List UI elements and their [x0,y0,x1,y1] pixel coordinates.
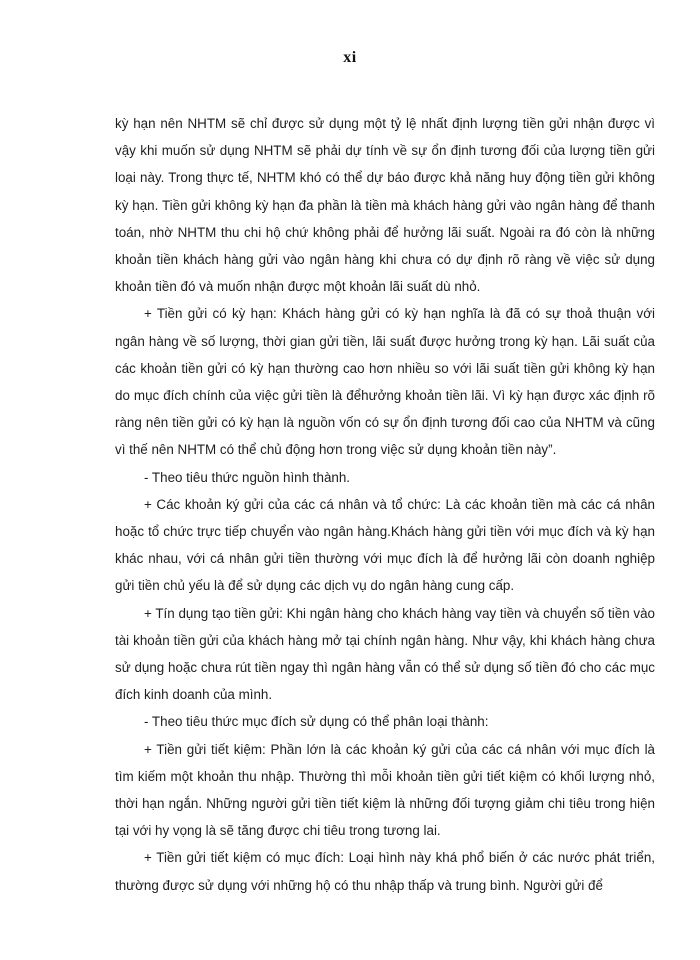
paragraph-purpose-savings: + Tiền gửi tiết kiệm có mục đích: Loại hình này khá phổ biến ở các nước phát triển, thường được sử dụng với những hộ có thu nhập thấp và trung bình. Người gửi để [115,850,655,893]
paragraph-individual-org-deposits: + Các khoản ký gửi của các cá nhân và tổ chức: Là các khoản tiền mà các cá nhân hoặc tổ chức trực tiếp chuyển vào ngân hàng.Khách hàng gửi tiền với mục đích và kỳ hạn khác nhau, với cá nhân gửi tiền thường với mục đích là để hưởng lãi còn doanh nghiệp gửi tiền chủ yếu là để sử dụng các dịch vụ do ngân hàng cung cấp. [115,496,655,594]
page-number: xi [343,49,357,66]
paragraph-credit-created-deposits: + Tín dụng tạo tiền gửi: Khi ngân hàng cho khách hàng vay tiền và chuyển số tiền vào tài khoản tiền gửi của khách hàng mở tại chính ngân hàng. Như vậy, khi khách hàng chưa sử dụng hoặc chưa rút tiền ngay thì ngân hàng vẫn có thể sử dụng số tiền đó cho các mục đích kinh doanh của mình. [115,605,655,703]
paragraph-savings-deposits: + Tiền gửi tiết kiệm: Phần lớn là các khoản ký gửi của các cá nhân với mục đích là tìm kiếm một khoản thu nhập. Thường thì mỗi khoản tiền gửi tiết kiệm có khối lượng nhỏ, thời hạn ngắn. Những người gửi tiền tiết kiệm là những đối tượng giảm chi tiêu trong hiện tại với hy vọng là sẽ tăng được chi tiêu trong tương lai. [115,741,655,839]
paragraph-demand-deposits-cont: kỳ hạn nên NHTM sẽ chỉ được sử dụng một tỷ lệ nhất định lượng tiền gửi nhận được vì vậy khi muốn sử dụng NHTM sẽ phải dự tính về sự ổn định tương đối của lượng tiền gửi loại này. Trong thực tế, NHTM khó có thể dự báo được khả năng huy động tiền gửi không kỳ hạn. Tiền gửi không kỳ hạn đa phần là tiền mà khách hàng gửi vào ngân hàng để thanh toán, nhờ NHTM thu chi hộ chứ không phải để hưởng lãi suất. Ngoài ra đó còn là những khoản tiền khách hàng gửi vào ngân hàng khi chưa có dự định rõ ràng về việc sử dụng khoản tiền đó và muốn nhận được một khoản lãi suất dù nhỏ. [115,116,655,295]
paragraph-term-deposits: + Tiền gửi có kỳ hạn: Khách hàng gửi có kỳ hạn nghĩa là đã có sự thoả thuận với ngân hàng về số lượng, thời gian gửi tiền, lãi suất được hưởng trong kỳ hạn. Lãi suất của các khoản tiền gửi có kỳ hạn thường cao hơn nhiều so với lãi suất tiền gửi không kỳ hạn do mục đích chính của việc gửi tiền là đểhưởng khoản tiền lãi. Vì kỳ hạn được xác định rõ ràng nên tiền gửi có kỳ hạn là nguồn vốn có sự ổn định tương đối cao của NHTM và cũng vì thế nên NHTM có thể chủ động hơn trong việc sử dụng khoản tiền này”. [115,306,655,458]
paragraph-by-source-heading: - Theo tiêu thức nguồn hình thành. [144,469,351,485]
paragraph-by-purpose-heading: - Theo tiêu thức mục đích sử dụng có thể phân loại thành: [144,714,489,730]
body-text [115,110,655,899]
